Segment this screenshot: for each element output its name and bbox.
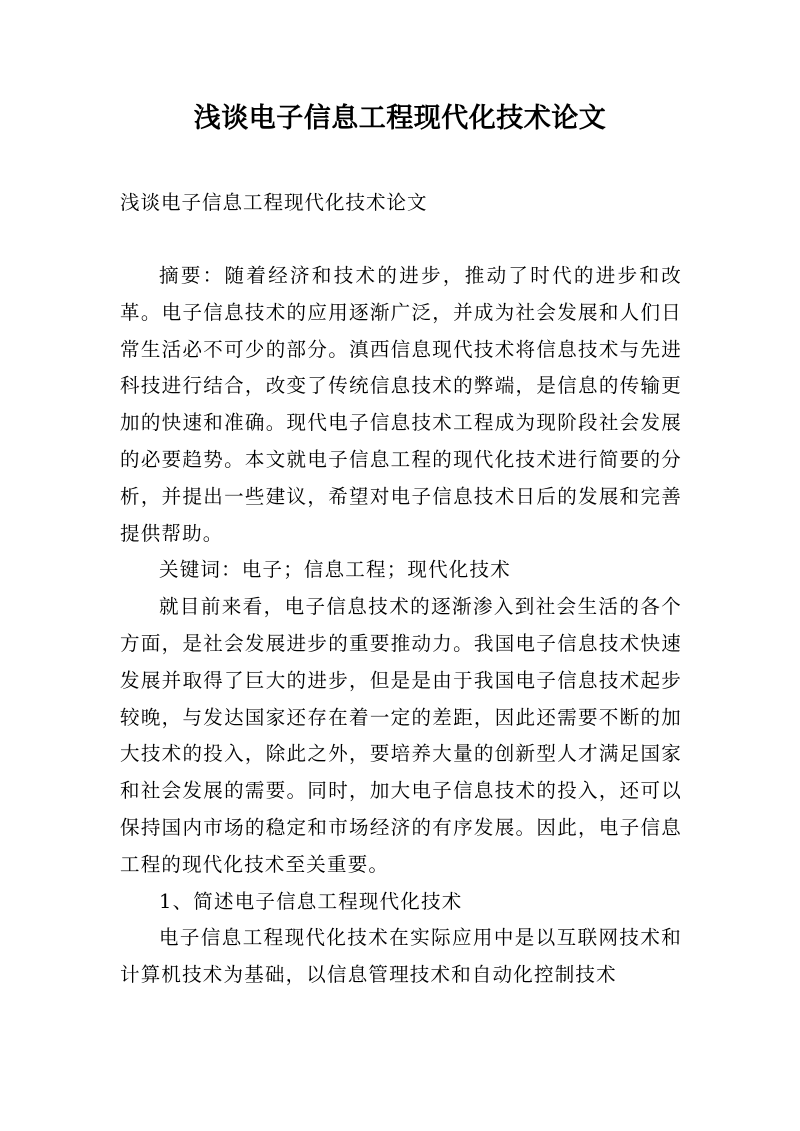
document-subtitle: 浅谈电子信息工程现代化技术论文 [120, 191, 428, 214]
section-heading: 1、简述电子信息工程现代化技术 [159, 889, 463, 913]
abstract-paragraph: 摘要：随着经济和技术的进步，推动了时代的进步和改革。电子信息技术的应用逐渐广泛，并成为社会发展和人们日常生活必不可少的部分。滇西信息现代技术将信息技术与先进科技进行结合，改变了传统信息技术的弊端，是信息的传输更加的快速和准确。现代电子信息技术工程成为现阶段社会发展的必要趋势。本文就电子信息工程的现代化技术进行简要的分析，并提出一些建议，希望对电子信息技术日后的发展和完善提供帮助。 [120, 264, 682, 545]
section-paragraph: 电子信息工程现代化技术在实际应用中是以互联网技术和计算机技术为基础，以信息管理技术和自动化控制技术 [120, 926, 682, 987]
keywords-paragraph: 关键词：电子；信息工程；现代化技术 [159, 558, 511, 582]
document-title: 浅谈电子信息工程现代化技术论文 [193, 103, 607, 134]
document-body [120, 258, 682, 994]
intro-paragraph: 就目前来看，电子信息技术的逐渐渗入到社会生活的各个方面，是社会发展进步的重要推动力。我国电子信息技术快速发展并取得了巨大的进步，但是是由于我国电子信息技术起步较晚，与发达国家还存在着一定的差距，因此还需要不断的加大技术的投入，除此之外，要培养大量的创新型人才满足国家和社会发展的需要。同时，加大电子信息技术的投入，还可以保持国内市场的稳定和市场经济的有序发展。因此，电子信息工程的现代化技术至关重要。 [120, 595, 682, 876]
